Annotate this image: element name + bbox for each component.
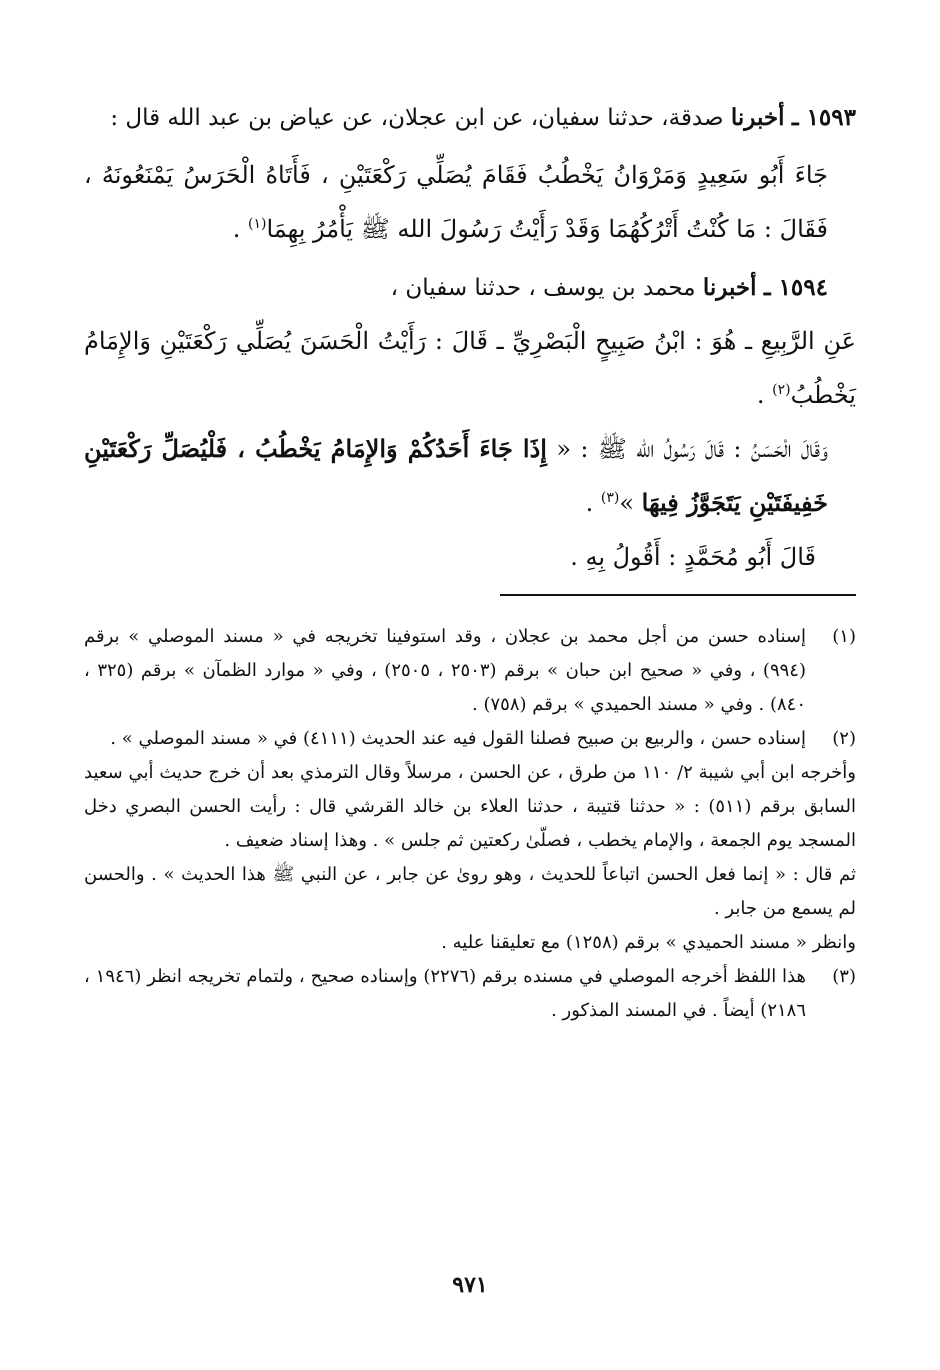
matn-text: عَنِ الرَّبِيعِ ـ هُوَ : ابْنُ صَبِيحٍ الْبَصْرِيِّ ـ قَالَ : رَأَيْتُ الْحَسَنَ يُصَلِّي رَكْعَتَيْنِ وَالإِمَامُ يَخْطُبُ (84, 327, 856, 409)
footnote-3 (84, 960, 856, 1028)
footnote-ref-3: (٣) (600, 490, 620, 506)
prophetic-saying: إِذَا جَاءَ أَحَدُكُمْ وَالإِمَامُ يَخْطُبُ ، فَلْيُصَلِّ رَكْعَتَيْنِ خَفِيفَتَيْنِ يَتَجَوَّزُ فِيهَا (84, 434, 828, 517)
footnote-number: (٣) (832, 966, 856, 987)
footnote-2-continuation: وأخرجه ابن أبي شيبة ٢/ ١١٠ من طرق ، عن الحسن ، مرسلاً وقال الترمذي بعد أن خرج حديث أبي سعيد السابق برقم (٥١١) : « حدثنا قتيبة ، حدثنا العلاء بن خالد القرشي قال : رأيت الحسن البصري دخل المسجد يوم الجمعة ، والإمام يخطب ، فصلّىٰ ركعتين ثم جلس » . وهذا إسناد ضعيف . (84, 762, 856, 851)
footnote-2 (84, 722, 856, 756)
footnote-number: (٢) (832, 728, 856, 749)
hadith-1594-isnad (84, 262, 856, 314)
punctuation: . (585, 489, 601, 517)
isnad-text: محمد بن يوسف ، حدثنا سفيان ، (390, 275, 696, 301)
footnote-ref-1: (١) (247, 216, 267, 232)
qala-text: قَالَ أَبُو مُحَمَّدٍ : أَقُولُ بِهِ . (570, 543, 816, 571)
footnotes (84, 620, 856, 1028)
hadith-number: ١٥٩٣ ـ (791, 104, 856, 131)
footnote-text: إسناده حسن ، والربيع بن صبيح فصلنا القول فيه عند الحديث (٤١١١) في « مسند الموصلي » . (110, 728, 806, 749)
hadith-1594-matn-2 (84, 422, 856, 530)
abu-muhammad-statement (84, 530, 856, 584)
footnote-1 (84, 620, 856, 722)
matn-text: جَاءَ أَبُو سَعِيدٍ وَمَرْوَانُ يَخْطُبُ فَقَامَ يُصَلِّي رَكْعَتَيْنِ ، فَأَتَاهُ الْحَرَسُ يَمْنَعُونَهُ ، فَقَالَ : مَا كُنْتُ أَتْرُكُهُمَا وَقَدْ رَأَيْتُ رَسُولَ الله ﷺ يَأْمُرُ بِهِمَا (84, 161, 828, 243)
page-body (84, 92, 856, 1028)
page-number: ٩٧١ (452, 1272, 488, 1298)
akhbarana-word: أخبرنا (702, 274, 757, 301)
quote-close: » (619, 489, 642, 517)
hadith-1594-matn-1 (84, 314, 856, 422)
punctuation: . (232, 215, 248, 243)
hadith-number: ١٥٩٤ ـ (763, 274, 828, 301)
footnote-ref-2: (٢) (772, 382, 791, 398)
footnote-2-continuation: وانظر « مسند الحميدي » برقم (١٢٥٨) مع تعليقنا عليه . (441, 932, 856, 953)
matn-intro: وَقَالَ الْحَسَنُ : قَالَ رَسُولُ الله ﷺ : « (546, 435, 828, 463)
isnad-text: صدقة، حدثنا سفيان، عن ابن عجلان، عن عياض بن عبد الله قال : (110, 105, 724, 131)
footnote-text: إسناده حسن من أجل محمد بن عجلان ، وقد استوفينا تخريجه في « مسند الموصلي » برقم (٩٩٤) ، وفي « صحيح ابن حبان » برقم (٢٥٠٣ ، ٢٥٠٥) ، وفي « موارد الظمآن » برقم (٣٢٥ ، ٨٤٠) . وفي « مسند الحميدي » برقم (٧٥٨) . (84, 626, 806, 715)
footnote-text: هذا اللفظ أخرجه الموصلي في مسنده برقم (٢٢٧٦) وإسناده صحيح ، ولتمام تخريجه انظر (١٩٤٦ ، ٢١٨٦) أيضاً . في المسند المذكور . (84, 966, 806, 1021)
footnote-2-continuation: ثم قال : « إنما فعل الحسن اتباعاً للحديث ، وهو روىٰ عن جابر ، عن النبي ﷺ هذا الحديث » . والحسن لم يسمع من جابر . (84, 864, 856, 919)
akhbarana-word: أخبرنا (730, 104, 785, 131)
punctuation: . (756, 381, 773, 409)
footnote-divider (500, 594, 856, 596)
hadith-1593-matn (84, 148, 856, 256)
hadith-1593-isnad (84, 92, 856, 144)
footnote-number: (١) (832, 626, 856, 647)
